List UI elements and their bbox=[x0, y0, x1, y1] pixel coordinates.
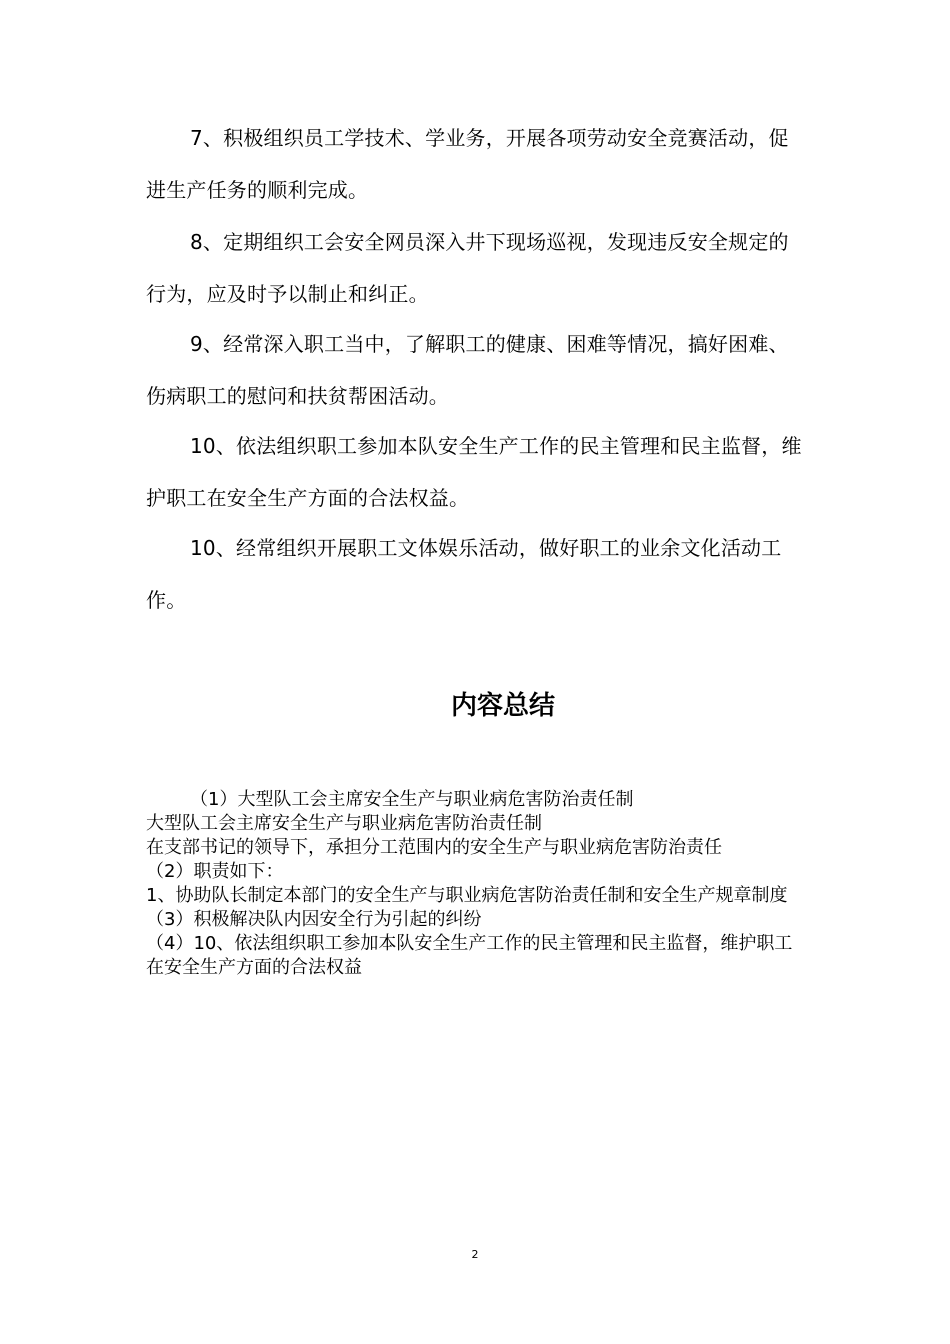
paragraph-item-8: 8、定期组织工会安全网员深入井下现场巡视，发现违反安全规定的行为，应及时予以制止和纠正。 bbox=[146, 230, 789, 306]
paragraph-item-10-cultural-activities: 10、经常组织开展职工文体娱乐活动，做好职工的业余文化活动工作。 bbox=[146, 536, 782, 612]
page-number: 2 bbox=[471, 1248, 479, 1261]
summary-line: （1）大型队工会主席安全生产与职业病危害防治责任制 bbox=[190, 789, 634, 810]
summary-line: （3）积极解决队内因安全行为引起的纠纷 bbox=[146, 909, 482, 930]
summary-line: （4）10、依法组织职工参加本队安全生产工作的民主管理和民主监督，维护职工在安全生产方面的合法权益 bbox=[146, 933, 793, 978]
paragraph-item-9: 9、经常深入职工当中，了解职工的健康、困难等情况，搞好困难、伤病职工的慰问和扶贫帮困活动。 bbox=[146, 332, 789, 408]
summary-title: 内容总结 bbox=[450, 691, 555, 721]
paragraph-item-7: 7、积极组织员工学技术、学业务，开展各项劳动安全竞赛活动，促进生产任务的顺利完成。 bbox=[146, 126, 789, 202]
paragraph-item-10-democratic-management: 10、依法组织职工参加本队安全生产工作的民主管理和民主监督，维护职工在安全生产方面的合法权益。 bbox=[146, 434, 802, 510]
summary-line: 1、协助队长制定本部门的安全生产与职业病危害防治责任制和安全生产规章制度 bbox=[146, 885, 788, 906]
summary-line: （2）职责如下： bbox=[146, 861, 284, 882]
summary-block bbox=[146, 788, 808, 980]
summary-line: 在支部书记的领导下，承担分工范围内的安全生产与职业病危害防治责任 bbox=[146, 837, 722, 858]
summary-line: 大型队工会主席安全生产与职业病危害防治责任制 bbox=[146, 813, 542, 834]
